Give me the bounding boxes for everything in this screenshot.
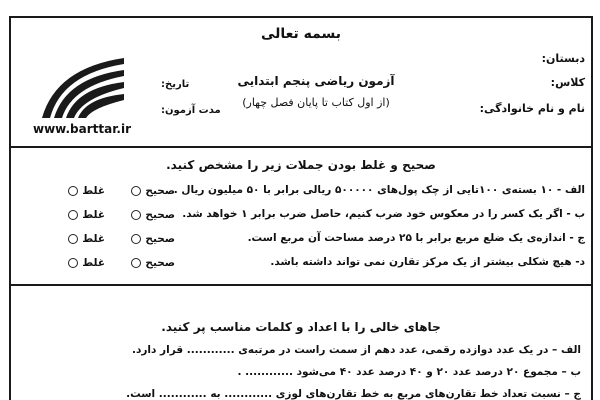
correct-option[interactable] xyxy=(131,257,175,269)
wrong-option[interactable] xyxy=(68,257,105,269)
duration-label: مدت آزمون: xyxy=(161,105,221,116)
correct-label: صحیح xyxy=(145,233,175,245)
wrong-label: غلط xyxy=(82,185,105,197)
true-false-title: صحیح و غلط بودن جملات زیر را مشخص کنید. xyxy=(166,158,436,172)
wrong-option[interactable] xyxy=(68,209,105,221)
correct-circle-icon[interactable] xyxy=(131,258,141,268)
tf-options-b xyxy=(45,209,175,225)
header-divider xyxy=(11,146,591,148)
correct-label: صحیح xyxy=(145,257,175,269)
wrong-circle-icon[interactable] xyxy=(68,186,78,196)
wrong-circle-icon[interactable] xyxy=(68,258,78,268)
wrong-circle-icon[interactable] xyxy=(68,234,78,244)
exam-sheet xyxy=(9,16,593,400)
school-label: دبستان: xyxy=(541,52,585,65)
tf-question-c: ج - اندازه‌ی یک ضلع مربع برابر با ۲۵ درصد مساحت آن مربع است. xyxy=(247,232,585,244)
tf-options-c xyxy=(45,233,175,249)
exam-subtitle: (از اول کتاب تا پایان فصل چهار) xyxy=(242,96,390,109)
website-link[interactable]: www.barttar.ir xyxy=(33,122,132,136)
correct-option[interactable] xyxy=(131,209,175,221)
tf-options-d xyxy=(45,257,175,273)
student-name-label: نام و نام خانوادگی: xyxy=(479,102,585,115)
correct-label: صحیح xyxy=(145,209,175,221)
tf-question-a: الف - ۱۰ بسته‌ی ۱۰۰تایی از چک پول‌های ۵۰۰۰۰۰ ریالی برابر با ۵۰ میلیون ریال . xyxy=(173,184,585,196)
correct-circle-icon[interactable] xyxy=(131,186,141,196)
section-divider xyxy=(11,284,591,286)
page-title: بسمه تعالی xyxy=(260,26,342,42)
tf-question-d: د- هیچ شکلی بیشتر از یک مرکز تقارن نمی تواند داشته باشد. xyxy=(270,256,585,268)
correct-label: صحیح xyxy=(145,185,175,197)
wrong-option[interactable] xyxy=(68,185,105,197)
wrong-circle-icon[interactable] xyxy=(68,210,78,220)
correct-circle-icon[interactable] xyxy=(131,234,141,244)
fill-item-a: الف – در یک عدد دوازده رقمی، عدد دهم از سمت راست در مرتبه‌ی ............ قرار دارد. xyxy=(131,344,581,356)
wrong-label: غلط xyxy=(82,233,105,245)
tf-question-b: ب - اگر یک کسر را در معکوس خود ضرب کنیم، حاصل ضرب برابر ۱ خواهد شد. xyxy=(182,208,585,220)
fill-blank-title: جاهای خالی را با اعداد و کلمات مناسب پر کنید. xyxy=(161,320,441,334)
exam-header xyxy=(11,18,591,146)
correct-circle-icon[interactable] xyxy=(131,210,141,220)
exam-title: آزمون ریاضی پنجم ابتدایی xyxy=(237,74,395,88)
class-label: کلاس: xyxy=(550,76,585,89)
correct-option[interactable] xyxy=(131,233,175,245)
fill-item-b: ب – مجموع ۲۰ درصد عدد ۲۰ و ۴۰ درصد عدد ۴۰ می‌شود ............ . xyxy=(237,366,581,378)
tf-options-a xyxy=(45,185,175,201)
wrong-label: غلط xyxy=(82,209,105,221)
fill-item-c: ج – نسبت تعداد خط تقارن‌های مربع به خط تقارن‌های لوزی ............ به ............ است. xyxy=(126,388,581,400)
date-label: تاریخ: xyxy=(161,79,190,90)
wrong-label: غلط xyxy=(82,257,105,269)
wrong-option[interactable] xyxy=(68,233,105,245)
correct-option[interactable] xyxy=(131,185,175,197)
